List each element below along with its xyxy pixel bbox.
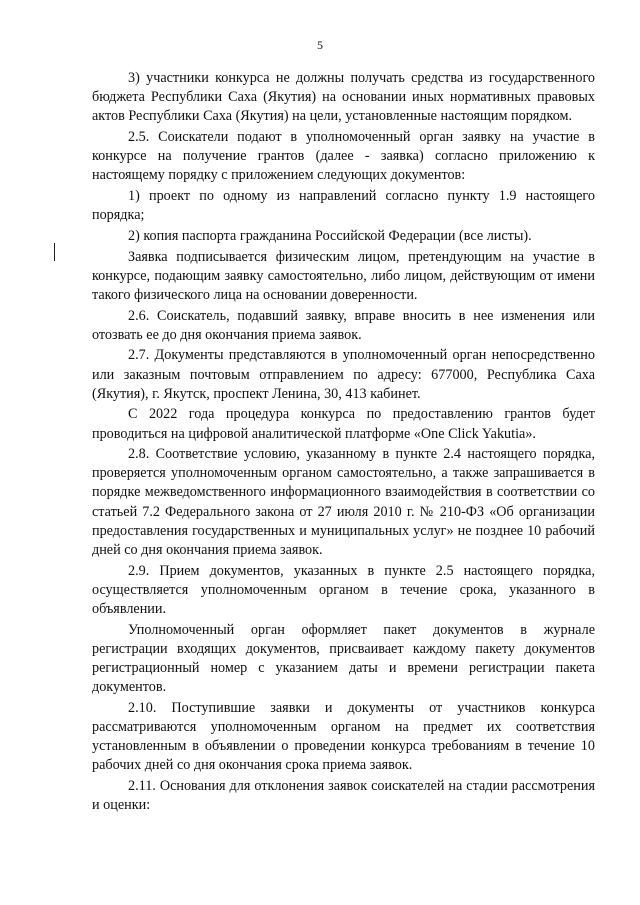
paragraph: 2.6. Соискатель, подавший заявку, вправе вносить в нее изменения или отозвать ее до дня окончания приема заявок.	[92, 307, 595, 343]
paragraph: 2.5. Соискатели подают в уполномоченный орган заявку на участие в конкурсе на получение грантов (далее - заявка) согласно приложению к настоящему порядку с приложением следующих документов:	[92, 128, 595, 184]
paragraph: 2) копия паспорта гражданина Российской Федерации (все листы).	[128, 227, 532, 244]
paragraph: 2.8. Соответствие условию, указанному в пункте 2.4 настоящего порядка, проверяется уполномоченным органом самостоятельно, а также запрашивается в порядке межведомственного информационного взаимодействия в соответствии со статьей 7.2 Федерального закона от 27 июля 2010 г. № 210-ФЗ «Об организации предоставления государственных и муниципальных услуг» не позднее 10 рабочий дней со дня окончания приема заявок.	[92, 446, 595, 558]
paragraph: С 2022 года процедура конкурса по предоставлению грантов будет проводиться на цифровой аналитической платформе «One Click Yakutia».	[92, 406, 595, 442]
paragraph: 3) участники конкурса не должны получать средства из государственного бюджета Республики Саха (Якутия) на основании иных нормативных правовых актов Республики Саха (Якутия) на цели, установленные настоящим порядком.	[92, 70, 595, 125]
paragraph: 1) проект по одному из направлений согласно пункту 1.9 настоящего порядка;	[92, 187, 595, 224]
paragraph: 2.10. Поступившие заявки и документы от участников конкурса рассматриваются уполномоченным органом на предмет их соответствия установленным в объявлении о проведении конкурса требованиям в течение 10 рабочих дней со дня окончания срока приема заявок.	[92, 699, 595, 773]
paragraph: 2.9. Прием документов, указанных в пункте 2.5 настоящего порядка, осуществляется уполномоченным органом в течение срока, указанного в объявлении.	[92, 562, 595, 617]
paragraph: Уполномоченный орган оформляет пакет документов в журнале регистрации входящих документов, присваивает каждому пакету документов регистрационный номер с указанием даты и времени регистрации пакета документов.	[92, 621, 595, 695]
paragraph: Заявка подписывается физическим лицом, претендующим на участие в конкурсе, подающим заявку самостоятельно, либо лицом, действующим от имени такого физического лица на основании доверенности.	[92, 248, 595, 303]
page-number: 5	[317, 38, 323, 52]
text-cursor	[54, 243, 55, 261]
paragraph: 2.11. Основания для отклонения заявок соискателей на стадии рассмотрения и оценки:	[92, 777, 595, 813]
paragraph: 2.7. Документы представляются в уполномоченный орган непосредственно или заказным почтовым отправлением по адресу: 677000, Республика Саха (Якутия), г. Якутск, проспект Ленина, 30, 413 кабинет.	[92, 347, 595, 402]
document-body	[92, 69, 595, 817]
